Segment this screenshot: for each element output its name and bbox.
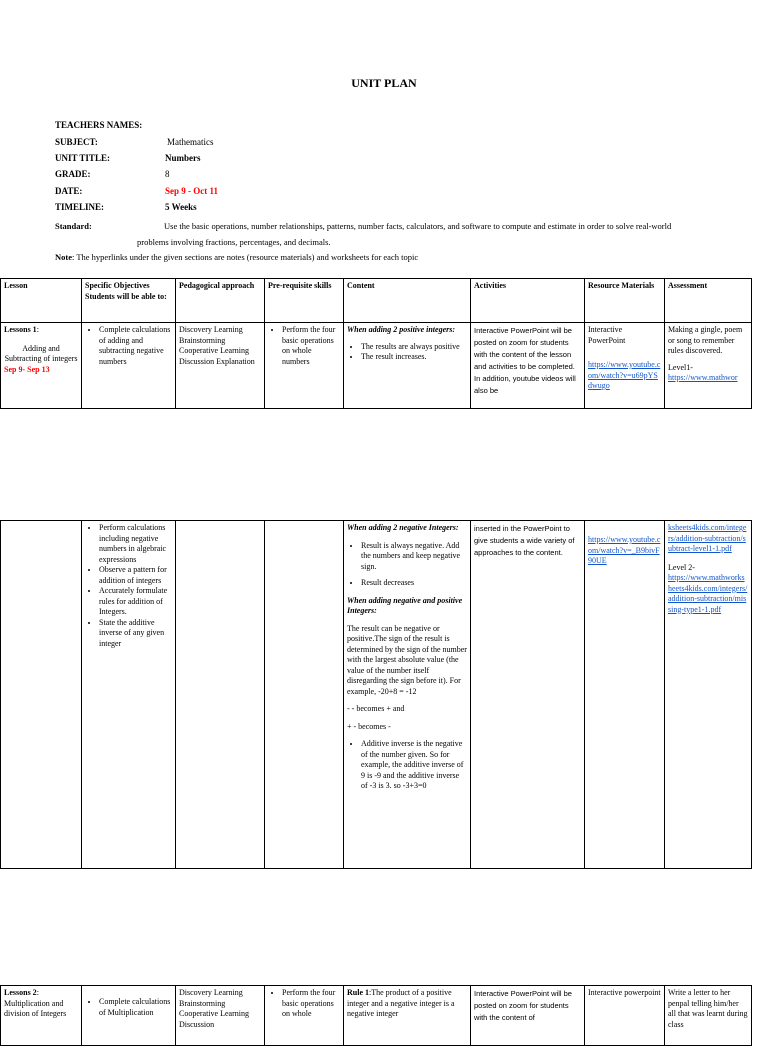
objectives-cell: • Perform calculations including negative numbers in algebraic expressions • Observe a pattern for addition of integers • Accurately formulate rules for addition of Integers. • State the additive inverse of any given integer <box>82 521 176 869</box>
assessment-link[interactable]: https://www.mathwor <box>668 373 738 382</box>
assessment-link[interactable]: https://www.mathworksheets4kids.com/integers/addition-subtraction/missing-type1-1.pdf <box>668 573 748 614</box>
assessment-cell: Making a gingle, poem or song to remember rules discovered. Level1- https://www.mathwor <box>665 323 752 409</box>
resources-cell <box>585 521 665 869</box>
objectives-cell: • Complete calculations of Multiplication <box>82 986 176 1046</box>
activities-cell: inserted in the PowerPoint to give students a wide variety of approaches to the content. <box>471 521 585 869</box>
resources-cell: Interactive powerpoint <box>585 986 665 1046</box>
content-cell: Rule 1:The product of a positive integer and a negative integer is a negative integer <box>344 986 471 1046</box>
assessment-cell: ksheets4kids.com/integers/addition-subtraction/subtract-level1-1.pdf Level 2- https://www.mathworksheets4kids.com/integers/addition-subtraction/missing-type1-1.pdf <box>665 521 752 869</box>
assessment-cell: Write a letter to her penpal telling him/her all that was learnt during class <box>665 986 752 1046</box>
content-cell: When adding 2 negative Integers: • Result is always negative. Add the numbers and keep negative sign. • Result decreases When adding negative and positive Integers: The result can be negative or positive.The sign of the result is determined by the sign of the number with the largest absolute value (the value of the number itself disregarding the sign before it). For example, -20+8 = -12 - - becomes + and + - becomes - • Additive inverse is the negative of the number given. So for example, the additive inverse of 9 is -9 and the additive inverse of -3 is 3. so -3+3=0 <box>344 521 471 869</box>
standard-text-2: problems involving fractions, percentages, and decimals. <box>137 237 331 247</box>
objectives-cell: • Complete calculations of adding and subtracting negative numbers <box>82 323 176 409</box>
assessment-link[interactable]: ksheets4kids.com/integers/addition-subtraction/subtract-level1-1.pdf <box>668 523 747 553</box>
header-content: Content <box>344 279 471 323</box>
page-title: UNIT PLAN <box>351 76 417 90</box>
lesson-cell: Lessons 1: Adding and Subtracting of integers Sep 9- Sep 13 <box>1 323 82 409</box>
standard-text-1: Use the basic operations, number relationships, patterns, number facts, calculators, and software to compute and estimate in order to solve real-world <box>164 221 672 231</box>
activities-cell: Interactive PowerPoint will be posted on zoom for students with the content of <box>471 986 585 1046</box>
header-resources: Resource Materials <box>585 279 665 323</box>
approach-cell: Discovery Learning Brainstorming Cooperative Learning Discussion <box>176 986 265 1046</box>
prereq-cell: • Perform the four basic operations on whole <box>265 986 344 1046</box>
resources-cell: Interactive PowerPoint https://www.youtube.com/watch?v=u69pYSdwugo <box>585 323 665 409</box>
standard-label: Standard: <box>55 221 92 231</box>
header-lesson: Lesson <box>1 279 82 323</box>
note: Note: The hyperlinks under the given sections are notes (resource materials) and worksheets for each topic <box>55 252 419 262</box>
header-prereq: Pre-requisite skills <box>265 279 344 323</box>
approach-cell <box>176 521 265 869</box>
plan-table-1 <box>0 278 752 409</box>
header-objectives: Specific Objectives Students will be able to: <box>82 279 176 323</box>
content-cell: When adding 2 positive integers: • The results are always positive • The result increases. <box>344 323 471 409</box>
plan-table-3 <box>0 985 752 1046</box>
resource-link[interactable]: https://www.youtube.com/watch?v=u69pYSdwugo <box>588 360 661 390</box>
lesson-cell <box>1 521 82 869</box>
lesson-cell: Lessons 2: Multiplication and division of Integers <box>1 986 82 1046</box>
header-approach: Pedagogical approach <box>176 279 265 323</box>
header-activities: Activities <box>471 279 585 323</box>
plan-table-2 <box>0 520 752 869</box>
activities-cell: Interactive PowerPoint will be posted on zoom for students with the content of the lesson and activities to be completed. In addition, youtube videos will also be <box>471 323 585 409</box>
header-assessment: Assessment <box>665 279 752 323</box>
prereq-cell <box>265 521 344 869</box>
approach-cell: Discovery Learning Brainstorming Cooperative Learning Discussion Explanation <box>176 323 265 409</box>
resource-link[interactable]: https://www.youtube.com/watch?v=_B9bivF90UE <box>588 535 661 565</box>
prereq-cell: • Perform the four basic operations on whole numbers <box>265 323 344 409</box>
